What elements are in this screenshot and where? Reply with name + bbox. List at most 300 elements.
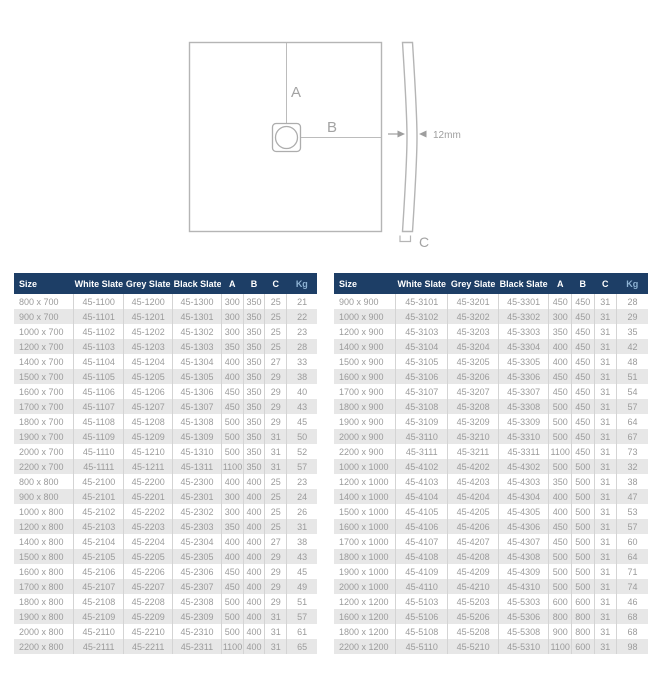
- cell-black-slate: 45-5310: [498, 639, 549, 654]
- cell-white-slate: 45-4105: [396, 504, 448, 519]
- dim-bracket-c: [400, 236, 411, 242]
- cell-c: 31: [594, 429, 617, 444]
- cell-c: 31: [594, 354, 617, 369]
- table-row: [14, 534, 317, 549]
- cell-white-slate: 45-2111: [74, 639, 124, 654]
- table-row: [334, 354, 648, 369]
- cell-kg: 49: [287, 579, 317, 594]
- cell-kg: 98: [617, 639, 648, 654]
- table-row: [14, 399, 317, 414]
- cell-kg: 35: [617, 324, 648, 339]
- cell-kg: 23: [287, 324, 317, 339]
- cell-a: 400: [549, 504, 572, 519]
- cell-a: 1100: [221, 459, 243, 474]
- cell-kg: 61: [287, 624, 317, 639]
- table-row: [334, 564, 648, 579]
- cell-black-slate: 45-1301: [173, 309, 222, 324]
- cell-black-slate: 45-3308: [498, 399, 549, 414]
- cell-grey-slate: 45-5203: [448, 594, 499, 609]
- cell-black-slate: 45-4306: [498, 519, 549, 534]
- spec-table-700-800-sizes: [14, 273, 317, 654]
- tray-side-profile: [403, 43, 418, 232]
- cell-a: 350: [221, 339, 243, 354]
- cell-c: 29: [265, 369, 287, 384]
- cell-black-slate: 45-4307: [498, 534, 549, 549]
- cell-white-slate: 45-3102: [396, 309, 448, 324]
- cell-white-slate: 45-3108: [396, 399, 448, 414]
- cell-white-slate: 45-3103: [396, 324, 448, 339]
- cell-white-slate: 45-2104: [74, 534, 124, 549]
- cell-kg: 43: [287, 549, 317, 564]
- cell-kg: 29: [617, 309, 648, 324]
- cell-c: 31: [594, 309, 617, 324]
- table-row: [14, 459, 317, 474]
- table-row: [14, 339, 317, 354]
- cell-a: 400: [221, 549, 243, 564]
- cell-white-slate: 45-1103: [74, 339, 124, 354]
- cell-b: 450: [571, 444, 594, 459]
- cell-a: 800: [549, 609, 572, 624]
- table-row: [334, 609, 648, 624]
- cell-a: 350: [221, 519, 243, 534]
- cell-grey-slate: 45-4204: [448, 489, 499, 504]
- cell-a: 500: [549, 549, 572, 564]
- cell-kg: 67: [617, 429, 648, 444]
- cell-a: 450: [221, 384, 243, 399]
- cell-grey-slate: 45-3203: [448, 324, 499, 339]
- cell-size: 1600 x 1200: [334, 609, 396, 624]
- cell-c: 31: [594, 384, 617, 399]
- cell-size: 2200 x 900: [339, 446, 384, 457]
- cell-c: 31: [594, 594, 617, 609]
- cell-b: 350: [243, 309, 265, 324]
- cell-a: 300: [221, 504, 243, 519]
- cell-b: 350: [243, 354, 265, 369]
- cell-white-slate: 45-2101: [74, 489, 124, 504]
- cell-size: 1800 x 800: [19, 596, 64, 607]
- product-diagram: [0, 0, 658, 270]
- column-header-c: C: [265, 273, 287, 294]
- cell-black-slate: 45-4305: [498, 504, 549, 519]
- cell-size: 1500 x 1000: [339, 506, 389, 517]
- cell-a: 500: [221, 594, 243, 609]
- cell-c: 29: [265, 564, 287, 579]
- cell-size: 1700 x 800: [14, 579, 74, 594]
- table-row: [14, 549, 317, 564]
- cell-grey-slate: 45-1206: [124, 384, 173, 399]
- cell-c: 25: [265, 519, 287, 534]
- cell-b: 500: [571, 579, 594, 594]
- cell-white-slate: 45-2107: [74, 579, 124, 594]
- cell-a: 900: [549, 624, 572, 639]
- cell-c: 31: [594, 414, 617, 429]
- cell-grey-slate: 45-2204: [124, 534, 173, 549]
- cell-b: 400: [243, 564, 265, 579]
- cell-size: 1600 x 800: [19, 566, 64, 577]
- cell-black-slate: 45-2300: [173, 474, 222, 489]
- cell-b: 400: [243, 639, 265, 654]
- cell-white-slate: 45-2109: [74, 609, 124, 624]
- cell-a: 400: [221, 369, 243, 384]
- cell-c: 25: [265, 294, 287, 309]
- table-row: [14, 414, 317, 429]
- cell-a: 400: [549, 489, 572, 504]
- cell-black-slate: 45-4303: [498, 474, 549, 489]
- cell-grey-slate: 45-2202: [124, 504, 173, 519]
- cell-size: 1900 x 900: [339, 416, 384, 427]
- cell-white-slate: 45-2108: [74, 594, 124, 609]
- table-row: [14, 429, 317, 444]
- cell-black-slate: 45-3304: [498, 339, 549, 354]
- cell-size: 1900 x 700: [14, 429, 74, 444]
- cell-b: 400: [243, 609, 265, 624]
- cell-white-slate: 45-4110: [396, 579, 448, 594]
- table-row: [14, 474, 317, 489]
- cell-white-slate: 45-4109: [396, 564, 448, 579]
- cell-b: 450: [571, 309, 594, 324]
- cell-a: 450: [549, 519, 572, 534]
- cell-kg: 54: [617, 384, 648, 399]
- cell-grey-slate: 45-1205: [124, 369, 173, 384]
- cell-b: 500: [571, 534, 594, 549]
- table-row: [334, 384, 648, 399]
- cell-a: 500: [549, 564, 572, 579]
- cell-grey-slate: 45-2207: [124, 579, 173, 594]
- cell-white-slate: 45-1107: [74, 399, 124, 414]
- cell-black-slate: 45-4309: [498, 564, 549, 579]
- table-row: [334, 489, 648, 504]
- cell-kg: 28: [287, 339, 317, 354]
- cell-c: 31: [594, 519, 617, 534]
- cell-black-slate: 45-1304: [173, 354, 222, 369]
- table-row: [14, 624, 317, 639]
- cell-c: 31: [265, 624, 287, 639]
- cell-grey-slate: 45-5210: [448, 639, 499, 654]
- table-row: [334, 294, 648, 309]
- cell-black-slate: 45-1309: [173, 429, 222, 444]
- cell-size: 1700 x 700: [14, 399, 74, 414]
- cell-grey-slate: 45-1201: [124, 309, 173, 324]
- cell-a: 300: [221, 489, 243, 504]
- table-row: [14, 369, 317, 384]
- cell-kg: 23: [287, 474, 317, 489]
- cell-b: 400: [243, 549, 265, 564]
- cell-size: 900 x 800: [14, 489, 74, 504]
- cell-black-slate: 45-1306: [173, 384, 222, 399]
- cell-b: 350: [243, 384, 265, 399]
- cell-c: 31: [594, 579, 617, 594]
- cell-size: 1500 x 800: [14, 549, 74, 564]
- cell-b: 500: [571, 564, 594, 579]
- cell-grey-slate: 45-3210: [448, 429, 499, 444]
- cell-grey-slate: 45-3211: [448, 444, 499, 459]
- cell-black-slate: 45-1303: [173, 339, 222, 354]
- cell-grey-slate: 45-3206: [448, 369, 499, 384]
- cell-grey-slate: 45-3208: [448, 399, 499, 414]
- cell-grey-slate: 45-4203: [448, 474, 499, 489]
- cell-black-slate: 45-2311: [173, 639, 222, 654]
- column-header-black-slate: Black Slate: [173, 273, 222, 294]
- cell-c: 25: [265, 324, 287, 339]
- cell-white-slate: 45-1110: [74, 444, 124, 459]
- cell-black-slate: 45-3303: [498, 324, 549, 339]
- cell-white-slate: 45-1109: [74, 429, 124, 444]
- table-row: [334, 594, 648, 609]
- cell-b: 400: [243, 579, 265, 594]
- cell-size: 1800 x 1200: [339, 626, 389, 637]
- cell-grey-slate: 45-1204: [124, 354, 173, 369]
- cell-grey-slate: 45-4207: [448, 534, 499, 549]
- table-row: [334, 339, 648, 354]
- cell-a: 400: [549, 354, 572, 369]
- cell-white-slate: 45-1105: [74, 369, 124, 384]
- cell-black-slate: 45-3311: [498, 444, 549, 459]
- cell-grey-slate: 45-5208: [448, 624, 499, 639]
- cell-size: 1500 x 700: [14, 369, 74, 384]
- cell-a: 300: [221, 309, 243, 324]
- cell-size: 1000 x 700: [19, 326, 64, 337]
- cell-b: 450: [571, 414, 594, 429]
- column-header-kg: Kg: [287, 273, 317, 294]
- cell-c: 25: [265, 489, 287, 504]
- cell-black-slate: 45-2303: [173, 519, 222, 534]
- cell-size: 2000 x 700: [19, 446, 64, 457]
- cell-a: 450: [549, 369, 572, 384]
- column-header-b: B: [243, 273, 265, 294]
- table-row: [14, 609, 317, 624]
- cell-b: 500: [571, 474, 594, 489]
- cell-white-slate: 45-5103: [396, 594, 448, 609]
- cell-b: 350: [243, 414, 265, 429]
- cell-grey-slate: 45-2200: [124, 474, 173, 489]
- cell-size: 1800 x 900: [334, 399, 396, 414]
- cell-size: 1400 x 700: [19, 356, 64, 367]
- cell-b: 400: [243, 489, 265, 504]
- cell-grey-slate: 45-4206: [448, 519, 499, 534]
- cell-size: 1700 x 900: [339, 386, 384, 397]
- cell-b: 450: [571, 369, 594, 384]
- column-header-b: B: [571, 273, 594, 294]
- cell-grey-slate: 45-1203: [124, 339, 173, 354]
- column-header-black-slate: Black Slate: [498, 273, 549, 294]
- header-row: [14, 273, 317, 294]
- cell-b: 450: [571, 294, 594, 309]
- drain-square-outline: [273, 124, 301, 152]
- cell-kg: 38: [617, 474, 648, 489]
- cell-white-slate: 45-1104: [74, 354, 124, 369]
- cell-white-slate: 45-2105: [74, 549, 124, 564]
- cell-grey-slate: 45-2209: [124, 609, 173, 624]
- cell-size: 2200 x 800: [14, 639, 74, 654]
- cell-black-slate: 45-2302: [173, 504, 222, 519]
- cell-grey-slate: 45-2205: [124, 549, 173, 564]
- cell-grey-slate: 45-3201: [448, 294, 499, 309]
- cell-c: 29: [265, 399, 287, 414]
- cell-grey-slate: 45-2203: [124, 519, 173, 534]
- cell-size: 1200 x 800: [14, 519, 74, 534]
- cell-a: 500: [549, 429, 572, 444]
- cell-b: 350: [243, 429, 265, 444]
- cell-grey-slate: 45-1200: [124, 294, 173, 309]
- cell-a: 500: [549, 579, 572, 594]
- table-row: [334, 639, 648, 654]
- cell-c: 25: [265, 504, 287, 519]
- cell-size: 1000 x 800: [19, 506, 64, 517]
- cell-a: 500: [221, 609, 243, 624]
- table-row: [334, 324, 648, 339]
- cell-grey-slate: 45-1209: [124, 429, 173, 444]
- cell-white-slate: 45-5108: [396, 624, 448, 639]
- table-row: [334, 534, 648, 549]
- cell-kg: 60: [617, 534, 648, 549]
- cell-c: 31: [594, 564, 617, 579]
- cell-white-slate: 45-3105: [396, 354, 448, 369]
- cell-a: 1100: [221, 639, 243, 654]
- dim-label-b: B: [327, 119, 338, 136]
- cell-white-slate: 45-5110: [396, 639, 448, 654]
- cell-c: 31: [594, 534, 617, 549]
- cell-a: 600: [549, 594, 572, 609]
- cell-grey-slate: 45-2206: [124, 564, 173, 579]
- cell-kg: 47: [617, 489, 648, 504]
- cell-black-slate: 45-4302: [498, 459, 549, 474]
- cell-white-slate: 45-3104: [396, 339, 448, 354]
- cell-grey-slate: 45-5206: [448, 609, 499, 624]
- column-header-size: Size: [14, 273, 74, 294]
- table-row: [14, 594, 317, 609]
- cell-c: 25: [265, 474, 287, 489]
- cell-kg: 57: [617, 519, 648, 534]
- cell-white-slate: 45-4103: [396, 474, 448, 489]
- cell-kg: 38: [287, 534, 317, 549]
- cell-grey-slate: 45-1211: [124, 459, 173, 474]
- cell-black-slate: 45-3301: [498, 294, 549, 309]
- cell-white-slate: 45-2103: [74, 519, 124, 534]
- cell-grey-slate: 45-4202: [448, 459, 499, 474]
- cell-kg: 73: [617, 444, 648, 459]
- cell-black-slate: 45-4308: [498, 549, 549, 564]
- cell-a: 450: [549, 534, 572, 549]
- cell-black-slate: 45-5306: [498, 609, 549, 624]
- cell-kg: 57: [287, 609, 317, 624]
- cell-white-slate: 45-5106: [396, 609, 448, 624]
- cell-c: 31: [265, 459, 287, 474]
- cell-kg: 22: [287, 309, 317, 324]
- cell-c: 29: [265, 414, 287, 429]
- table-row: [14, 564, 317, 579]
- cell-black-slate: 45-2306: [173, 564, 222, 579]
- cell-b: 500: [571, 549, 594, 564]
- cell-white-slate: 45-3109: [396, 414, 448, 429]
- cell-black-slate: 45-2301: [173, 489, 222, 504]
- cell-black-slate: 45-4310: [498, 579, 549, 594]
- cell-a: 400: [549, 339, 572, 354]
- cell-white-slate: 45-4106: [396, 519, 448, 534]
- cell-kg: 42: [617, 339, 648, 354]
- cell-black-slate: 45-2309: [173, 609, 222, 624]
- table-row: [14, 309, 317, 324]
- cell-black-slate: 45-2304: [173, 534, 222, 549]
- cell-grey-slate: 45-2210: [124, 624, 173, 639]
- table-row: [14, 579, 317, 594]
- cell-a: 450: [221, 579, 243, 594]
- cell-c: 31: [594, 639, 617, 654]
- cell-a: 500: [221, 624, 243, 639]
- cell-b: 400: [243, 519, 265, 534]
- cell-kg: 43: [287, 399, 317, 414]
- column-header-white-slate: White Slate: [396, 273, 448, 294]
- cell-kg: 64: [617, 549, 648, 564]
- cell-white-slate: 45-1102: [74, 324, 124, 339]
- cell-kg: 28: [617, 294, 648, 309]
- cell-black-slate: 45-5308: [498, 624, 549, 639]
- cell-kg: 50: [287, 429, 317, 444]
- cell-grey-slate: 45-1208: [124, 414, 173, 429]
- cell-size: 2000 x 800: [19, 626, 64, 637]
- cell-size: 1800 x 700: [19, 416, 64, 427]
- cell-black-slate: 45-1308: [173, 414, 222, 429]
- cell-kg: 24: [287, 489, 317, 504]
- cell-a: 450: [549, 384, 572, 399]
- cell-a: 500: [221, 444, 243, 459]
- cell-grey-slate: 45-2208: [124, 594, 173, 609]
- cell-size: 1500 x 900: [339, 356, 384, 367]
- cell-size: 900 x 900: [339, 296, 379, 307]
- cell-black-slate: 45-3307: [498, 384, 549, 399]
- cell-a: 450: [221, 399, 243, 414]
- cell-grey-slate: 45-2201: [124, 489, 173, 504]
- cell-white-slate: 45-2110: [74, 624, 124, 639]
- cell-size: 1400 x 800: [19, 536, 64, 547]
- cell-white-slate: 45-3106: [396, 369, 448, 384]
- cell-b: 350: [243, 459, 265, 474]
- cell-c: 29: [265, 384, 287, 399]
- cell-size: 1200 x 1000: [339, 476, 389, 487]
- cell-kg: 64: [617, 414, 648, 429]
- cell-a: 500: [549, 414, 572, 429]
- cell-white-slate: 45-2102: [74, 504, 124, 519]
- cell-kg: 57: [287, 459, 317, 474]
- cell-kg: 71: [617, 564, 648, 579]
- column-header-c: C: [594, 273, 617, 294]
- cell-b: 350: [243, 399, 265, 414]
- table-row: [14, 294, 317, 309]
- cell-kg: 38: [287, 369, 317, 384]
- cell-c: 31: [265, 429, 287, 444]
- cell-c: 31: [594, 624, 617, 639]
- cell-b: 800: [571, 609, 594, 624]
- cell-b: 450: [571, 324, 594, 339]
- table-row: [14, 504, 317, 519]
- cell-size: 1800 x 1000: [334, 549, 396, 564]
- table-row: [334, 444, 648, 459]
- column-header-a: A: [549, 273, 572, 294]
- cell-b: 450: [571, 399, 594, 414]
- cell-c: 31: [594, 369, 617, 384]
- cell-white-slate: 45-3110: [396, 429, 448, 444]
- cell-grey-slate: 45-2211: [124, 639, 173, 654]
- column-header-a: A: [221, 273, 243, 294]
- cell-white-slate: 45-2100: [74, 474, 124, 489]
- thickness-arrow-right-head: [419, 131, 427, 138]
- cell-size: 2200 x 1200: [334, 639, 396, 654]
- cell-b: 400: [243, 624, 265, 639]
- shower-tray-technical-drawing: [0, 0, 658, 270]
- cell-a: 300: [549, 309, 572, 324]
- cell-white-slate: 45-4102: [396, 459, 448, 474]
- cell-a: 300: [221, 324, 243, 339]
- cell-b: 450: [571, 429, 594, 444]
